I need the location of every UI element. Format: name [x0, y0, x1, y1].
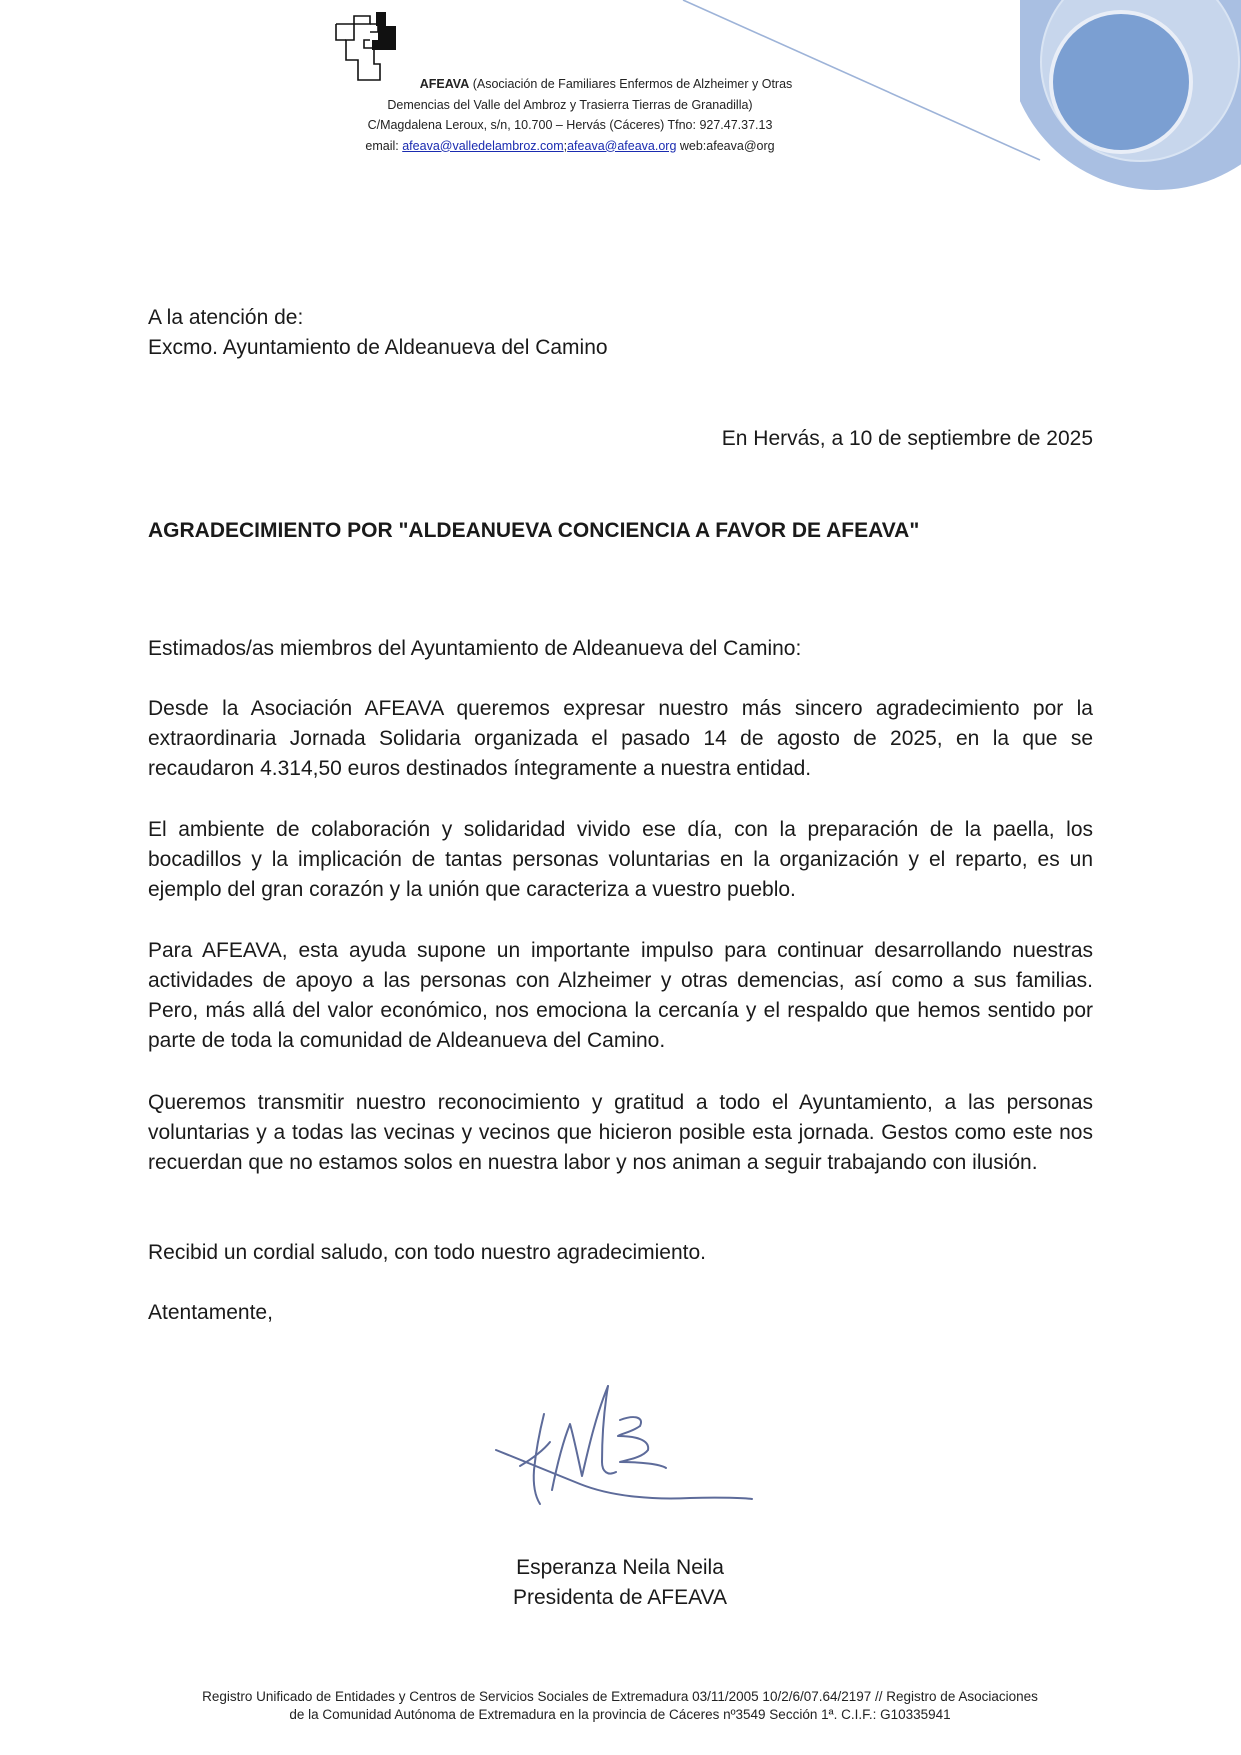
recipient-line-2: Excmo. Ayuntamiento de Aldeanueva del Camino [148, 336, 608, 359]
recipient-block [148, 303, 848, 363]
org-address: C/Magdalena Leroux, s/n, 10.700 – Hervás (Cáceres) Tfno: 927.47.37.13 [367, 118, 773, 132]
footer-line-2: de la Comunidad Autónoma de Extremadura en la provincia de Cáceres nº3549 Sección 1ª. C.I.F.: G10335941 [289, 1707, 951, 1722]
recipient-line-1: A la atención de: [148, 306, 304, 329]
letter-greeting: Estimados/as miembros del Ayuntamiento de Aldeanueva del Camino: [148, 637, 802, 660]
handwritten-signature [490, 1380, 760, 1520]
web-address: web:afeava@org [676, 138, 775, 153]
email-separator: ; [563, 138, 568, 153]
body-paragraph-4: Queremos transmitir nuestro reconocimiento y gratitud a todo el Ayuntamiento, a las personas voluntarias y a todas las vecinas y vecinos que hicieron posible esta jornada. Gestos como este nos recuerdan que no estamos solos en nuestra labor y nos animan a seguir trabajando con ilusión. [148, 1091, 1093, 1174]
org-acronym: AFEAVA [419, 77, 470, 91]
email-link-valledelambroz[interactable]: afeava@valledelambroz.com [402, 138, 564, 153]
org-contact-line [330, 136, 810, 157]
org-fullname-part1: (Asociación de Familiares Enfermos de Alzheimer y Otras [469, 77, 793, 91]
header-decorative-circles [1020, 0, 1241, 200]
email-link-afeava[interactable]: afeava@afeava.org [567, 138, 677, 153]
organization-header [330, 74, 810, 156]
body-paragraph-5: Recibid un cordial saludo, con todo nuestro agradecimiento. [148, 1241, 707, 1264]
registry-footer [130, 1688, 1110, 1724]
body-paragraph-1: Desde la Asociación AFEAVA queremos expresar nuestro más sincero agradecimiento por la extraordinaria Jornada Solidaria organizada el pasado 14 de agosto de 2025, en la que se recaudaron 4.314,50 euros destinados íntegramente a nuestra entidad. [148, 697, 1093, 780]
signer-block [460, 1553, 780, 1613]
org-fullname-part2: Demencias del Valle del Ambroz y Trasierra Tierras de Granadilla) [387, 97, 753, 112]
signer-title: Presidenta de AFEAVA [512, 1586, 727, 1609]
signer-name: Esperanza Neila Neila [516, 1556, 724, 1579]
letter-subject: AGRADECIMIENTO POR "ALDEANUEVA CONCIENCIA A FAVOR DE AFEAVA" [148, 519, 920, 542]
email-label: email: [365, 138, 403, 153]
footer-line-1: Registro Unificado de Entidades y Centros de Servicios Sociales de Extremadura 03/11/2005 10/2/6/07.64/2197 // Registro de Asociaciones [202, 1689, 1038, 1704]
body-paragraph-2: El ambiente de colaboración y solidaridad vivido ese día, con la preparación de la paella, los bocadillos y la implicación de tantas personas voluntarias en la organización y el reparto, es un ejemplo del gran corazón y la unión que caracteriza a vuestro pueblo. [148, 818, 1093, 901]
letter-closing: Atentamente, [148, 1301, 273, 1324]
afeava-logo [334, 10, 400, 84]
org-name-line [330, 74, 810, 95]
place-date: En Hervás, a 10 de septiembre de 2025 [721, 427, 1093, 450]
body-paragraph-3: Para AFEAVA, esta ayuda supone un importante impulso para continuar desarrollando nuestras actividades de apoyo a las personas con Alzheimer y otras demencias, así como a sus familias. Pero, más allá del valor económico, nos emociona la cercanía y el respaldo que hemos sentido por parte de toda la comunidad de Aldeanueva del Camino. [148, 939, 1093, 1052]
